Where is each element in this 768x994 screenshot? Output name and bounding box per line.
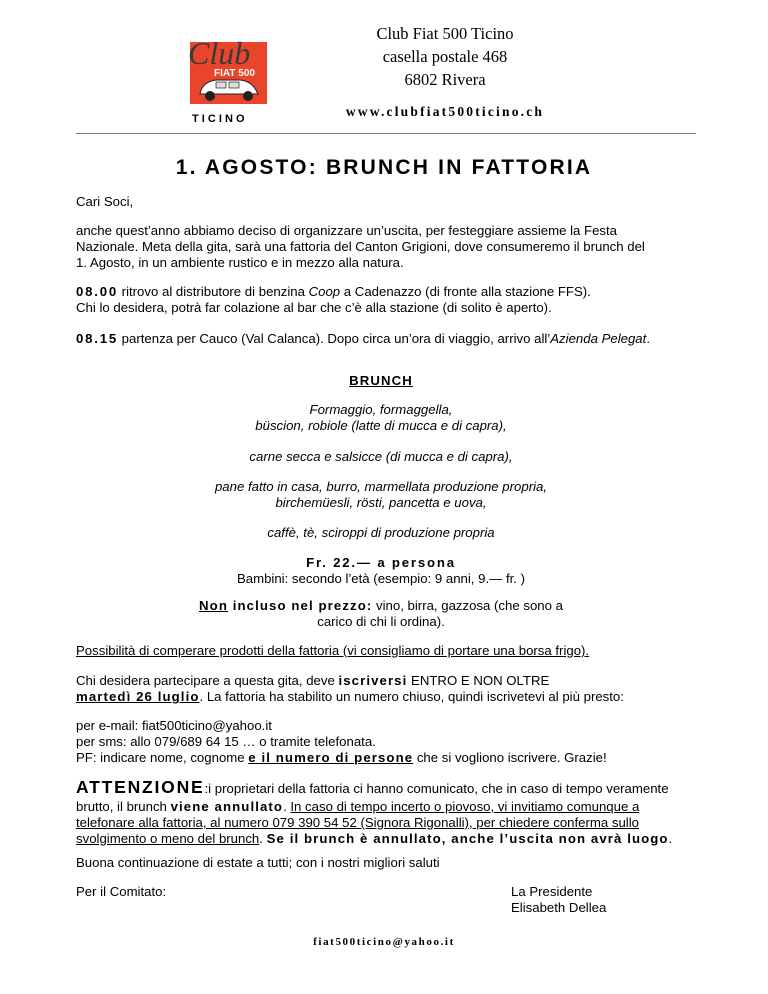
menu-group-1 (76, 402, 686, 434)
intro-line: 1. Agosto, in un ambiente rustico e in mezzo alla natura. (76, 255, 404, 270)
coop-text: Coop (308, 284, 341, 299)
not-included: Non incluso nel prezzo: vino, birra, gazzosa (che sono a carico di chi li ordina). (199, 598, 563, 629)
time-0800: 08.00 (76, 284, 119, 299)
president-title: La Presidente (511, 884, 593, 899)
schedule-first: 08.00 ritrovo al distributore di benzina Coop a Cadenazzo (di fronte alla stazione FFS). Chi lo desidera, potrà far colazione al bar che c’è alla stazione (di solito è aperto). (76, 284, 591, 315)
menu-line: caffè, tè, sciroppi di produzione propria (267, 525, 495, 540)
products-note: Possibilità di comperare prodotti della fattoria (vi consigliamo di portare una borsa frigo). (76, 643, 590, 658)
header-divider (76, 133, 696, 134)
children-price: Bambini: secondo l’età (esempio: 9 anni, 9.— fr. ) (236, 571, 526, 586)
menu-line: Formaggio, formaggella, (309, 402, 453, 417)
time-0815: 08.15 (76, 331, 119, 346)
club-name: Club Fiat 500 Ticino (376, 24, 514, 43)
farm-name: Azienda Pelegat (550, 331, 647, 346)
deadline: martedì 26 luglio (76, 689, 200, 704)
sms-contact: per sms: allo 079/689 64 15 … o tramite telefonata. (76, 734, 376, 749)
committee-signoff: Per il Comitato: (76, 884, 167, 899)
page-title: 1. AGOSTO: BRUNCH IN FATTORIA (175, 156, 593, 179)
footer-email[interactable]: fiat500ticino@yahoo.it (313, 936, 455, 948)
menu-heading: BRUNCH (349, 373, 413, 388)
attention-paragraph: ATTENZIONE:i proprietari della fattoria ci hanno comunicato, che in caso di tempo veramente brutto, il brunch viene annullato. In caso di tempo incerto o piovoso, vi invitiamo comunque a telefonare alla fattoria, al numero 079 390 54 52 (Signora Rigonalli), per chiedere conferma sullo svolgimento o meno del brunch. Se il brunch è annullato, anche l’uscita non avrà luogo. (76, 777, 673, 846)
greeting: Cari Soci, (76, 194, 134, 209)
closing: Buona continuazione di estate a tutti; con i nostri migliori saluti (76, 855, 440, 870)
svg-text:T I C I N O: T I C I N O (192, 113, 245, 125)
price-block (76, 555, 686, 587)
signup-paragraph: Chi desidera partecipare a questa gita, deve iscriversi ENTRO E NON OLTRE martedì 26 luglio. La fattoria ha stabilito un numero chiuso, quindi iscrivetevi al più presto: (76, 673, 624, 704)
intro-paragraph (76, 223, 706, 271)
svg-text:FIAT 500: FIAT 500 (214, 68, 255, 79)
intro-line: anche quest’anno abbiamo deciso di organizzare un’uscita, per festeggiare assieme la Festa (76, 223, 618, 238)
menu-line: birchemüesli, rösti, pancetta e uova, (275, 495, 487, 510)
po-box: casella postale 468 (382, 47, 508, 66)
intro-line: Nazionale. Meta della gita, sarà una fattoria del Canton Grigioni, dove consumeremo il brunch del (76, 239, 645, 254)
president-name: Elisabeth Dellea (511, 900, 607, 915)
city: 6802 Rivera (404, 70, 486, 89)
price: Fr. 22.— a persona (306, 555, 456, 570)
email-contact: per e-mail: fiat500ticino@yahoo.it (76, 718, 272, 733)
website-link[interactable]: www.clubfiat500ticino.ch (345, 104, 545, 119)
menu-line: carne secca e salsicce (di mucca e di capra), (249, 449, 513, 464)
contact-info: per e-mail: fiat500ticino@yahoo.it per sms: allo 079/689 64 15 … o tramite telefonata. PF: indicare nome, cognome e il numero di persone che si vogliono iscrivere. Grazie! (76, 718, 706, 766)
club-fiat-logo (186, 36, 271, 126)
schedule-second: 08.15 partenza per Cauco (Val Calanca). Dopo circa un’ora di viaggio, arrivo all’Azienda Pelegat. (76, 331, 650, 346)
menu-line: pane fatto in casa, burro, marmellata produzione propria, (214, 479, 548, 494)
club-address (330, 22, 560, 91)
svg-text:Club: Club (188, 36, 251, 71)
menu-group-2 (76, 479, 686, 511)
menu-line: büscion, robiole (latte di mucca e di capra), (255, 418, 507, 433)
signature-block (511, 884, 606, 916)
attention-heading: ATTENZIONE (76, 777, 205, 797)
